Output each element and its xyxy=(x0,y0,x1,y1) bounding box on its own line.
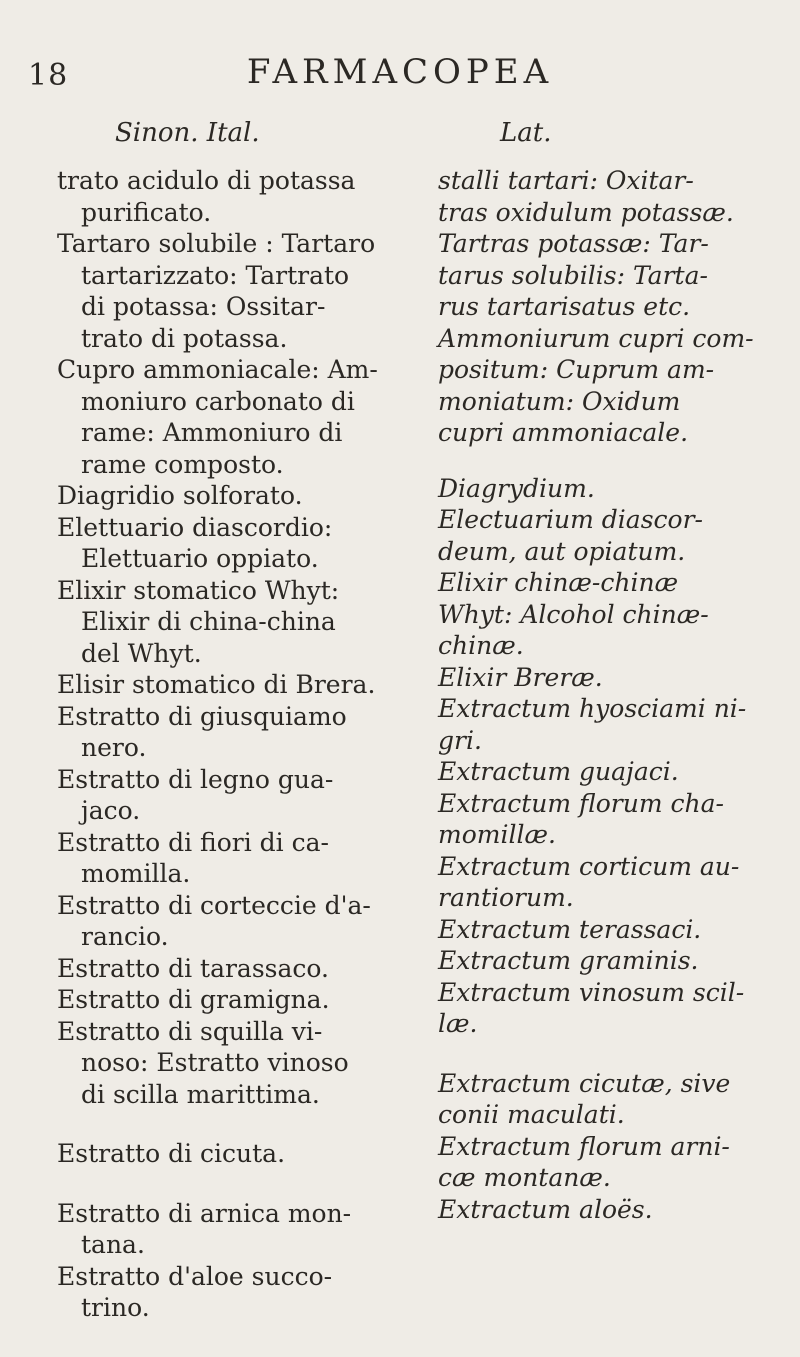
latin-entry-line: Extractum florum arni- xyxy=(438,1131,730,1161)
italian-entry xyxy=(57,480,390,512)
latin-entry xyxy=(438,662,783,694)
italian-entry-line: Elixir stomatico Whyt: xyxy=(57,575,340,605)
latin-entry xyxy=(438,914,783,946)
latin-entry-line: cupri ammoniacale. xyxy=(438,418,689,447)
italian-entry-line: di potassa: Ossitar- xyxy=(81,292,326,321)
italian-entry-line: del Whyt. xyxy=(81,638,202,668)
latin-entry xyxy=(438,945,783,977)
italian-entry-line: Elettuario diascordio: xyxy=(57,512,333,542)
latin-entry-line: Extractum hyosciami ni- xyxy=(438,694,747,723)
latin-entry-line: Extractum aloës. xyxy=(438,1194,653,1224)
italian-entry xyxy=(57,984,390,1016)
italian-entry xyxy=(57,764,390,827)
latin-entry-line: Ammoniurum cupri com- xyxy=(438,323,754,353)
italian-entry xyxy=(57,669,390,701)
latin-entry xyxy=(438,693,783,756)
italian-entry-line: noso: Estratto vinoso xyxy=(81,1048,349,1077)
italian-entry xyxy=(57,354,390,480)
italian-entry xyxy=(57,701,390,764)
italian-entry-line: momilla. xyxy=(81,859,191,888)
italian-entry-line: nero. xyxy=(81,733,147,762)
latin-entry xyxy=(438,323,783,449)
entry-spacer xyxy=(438,1040,783,1068)
latin-entry-line: Whyt: Alcohol chinæ- xyxy=(438,599,709,629)
latin-entry-line: momillæ. xyxy=(438,820,556,849)
latin-entry xyxy=(438,473,783,505)
italian-entry-line: Estratto di fiori di ca- xyxy=(57,827,329,857)
latin-names-column xyxy=(438,165,783,1225)
italian-entry-line: Elisir stomatico di Brera. xyxy=(57,670,376,699)
entry-spacer xyxy=(438,449,783,473)
italian-entry-line: tartarizzato: Tartrato xyxy=(81,260,350,290)
italian-entry-line: Estratto di corteccie d'a- xyxy=(57,890,371,920)
italian-entry xyxy=(57,165,390,228)
page-number: 18 xyxy=(28,58,69,93)
italian-entry-line: Estratto di cicuta. xyxy=(57,1139,286,1168)
italian-entry-line: purificato. xyxy=(81,197,212,227)
italian-entry-line: rame: Ammoniuro di xyxy=(81,418,343,447)
italian-entry xyxy=(57,512,390,575)
italian-entry-line: Tartaro solubile : Tartaro xyxy=(57,229,376,258)
italian-entry xyxy=(57,953,390,985)
italian-entry-line: Estratto di gramigna. xyxy=(57,985,330,1014)
entry-spacer xyxy=(57,1110,390,1138)
latin-entry-line: conii maculati. xyxy=(438,1100,625,1129)
latin-entry-line: Elixir chinæ-chinæ xyxy=(438,568,679,597)
latin-entry-line: moniatum: Oxidum xyxy=(438,386,681,416)
latin-entry-line: chinæ. xyxy=(438,631,524,660)
latin-entry-line: cæ montanæ. xyxy=(438,1163,611,1192)
italian-entry-line: Estratto di legno gua- xyxy=(57,764,334,794)
italian-entry-line: rame composto. xyxy=(81,449,284,479)
latin-entry xyxy=(438,504,783,567)
latin-entry-line: rantiorum. xyxy=(438,883,574,912)
italian-entry-line: Estratto d'aloe succo- xyxy=(57,1261,333,1291)
latin-entry-line: Extractum terassaci. xyxy=(438,914,702,944)
latin-entry-line: Extractum cicutæ, sive xyxy=(438,1068,731,1098)
italian-entry-line: trino. xyxy=(81,1293,150,1322)
italian-entry xyxy=(57,1016,390,1111)
latin-entry xyxy=(438,1068,783,1131)
latin-entry xyxy=(438,851,783,914)
latin-entry-line: Tartras potassæ: Tar- xyxy=(438,229,709,258)
italian-entry-line: jaco. xyxy=(81,796,141,825)
italian-entry-line: trato di potassa. xyxy=(81,323,288,353)
italian-entry-line: Estratto di squilla vi- xyxy=(57,1016,323,1046)
latin-entry xyxy=(438,756,783,788)
latin-entry xyxy=(438,567,783,662)
italian-synonyms-column xyxy=(57,165,390,1324)
italian-entry-line: rancio. xyxy=(81,922,169,951)
latin-entry-line: tarus solubilis: Tarta- xyxy=(438,260,708,290)
italian-entry-line: di scilla marittima. xyxy=(81,1079,320,1109)
latin-entry-line: Extractum florum cha- xyxy=(438,788,724,818)
latin-entry-line: Extractum graminis. xyxy=(438,946,699,975)
latin-entry-line: læ. xyxy=(438,1009,478,1038)
italian-entry xyxy=(57,228,390,354)
left-column-heading: Sinon. Ital. xyxy=(115,118,260,148)
latin-entry-line: Electuarium diascor- xyxy=(438,505,703,534)
latin-entry-line: stalli tartari: Oxitar- xyxy=(438,166,694,195)
latin-entry xyxy=(438,165,783,228)
latin-entry-line: Elixir Breræ. xyxy=(438,662,603,692)
italian-entry xyxy=(57,1261,390,1324)
italian-entry-line: Estratto di tarassaco. xyxy=(57,953,329,983)
italian-entry xyxy=(57,575,390,670)
italian-entry xyxy=(57,1198,390,1261)
latin-entry-line: positum: Cuprum am- xyxy=(438,355,715,384)
italian-entry xyxy=(57,890,390,953)
latin-entry-line: deum, aut opiatum. xyxy=(438,536,686,566)
italian-entry-line: Estratto di arnica mon- xyxy=(57,1198,352,1228)
latin-entry xyxy=(438,1194,783,1226)
latin-entry-line: Extractum vinosum scil- xyxy=(438,977,745,1007)
italian-entry-line: Cupro ammoniacale: Am- xyxy=(57,355,378,384)
italian-entry xyxy=(57,1138,390,1170)
latin-entry-line: Extractum guajaci. xyxy=(438,757,679,786)
italian-entry xyxy=(57,827,390,890)
entry-spacer xyxy=(57,1170,390,1198)
latin-entry-line: gri. xyxy=(438,725,482,755)
italian-entry-line: trato acidulo di potassa xyxy=(57,166,356,195)
latin-entry-line: rus tartarisatus etc. xyxy=(438,292,691,321)
latin-entry xyxy=(438,228,783,323)
latin-entry xyxy=(438,1131,783,1194)
italian-entry-line: moniuro carbonato di xyxy=(81,386,355,416)
running-title: FARMACOPEA xyxy=(246,52,554,92)
page-header xyxy=(0,30,800,93)
italian-entry-line: Elixir di china-china xyxy=(81,607,336,636)
latin-entry-line: Diagrydium. xyxy=(438,473,595,503)
italian-entry-line: tana. xyxy=(81,1230,145,1259)
latin-entry xyxy=(438,788,783,851)
italian-entry-line: Diagridio solforato. xyxy=(57,481,303,510)
latin-entry-line: tras oxidulum potassæ. xyxy=(438,197,734,227)
italian-entry-line: Estratto di giusquiamo xyxy=(57,701,347,731)
latin-entry-line: Extractum corticum au- xyxy=(438,851,740,881)
latin-entry xyxy=(438,977,783,1040)
right-column-heading: Lat. xyxy=(500,118,552,148)
italian-entry-line: Elettuario oppiato. xyxy=(81,544,319,573)
